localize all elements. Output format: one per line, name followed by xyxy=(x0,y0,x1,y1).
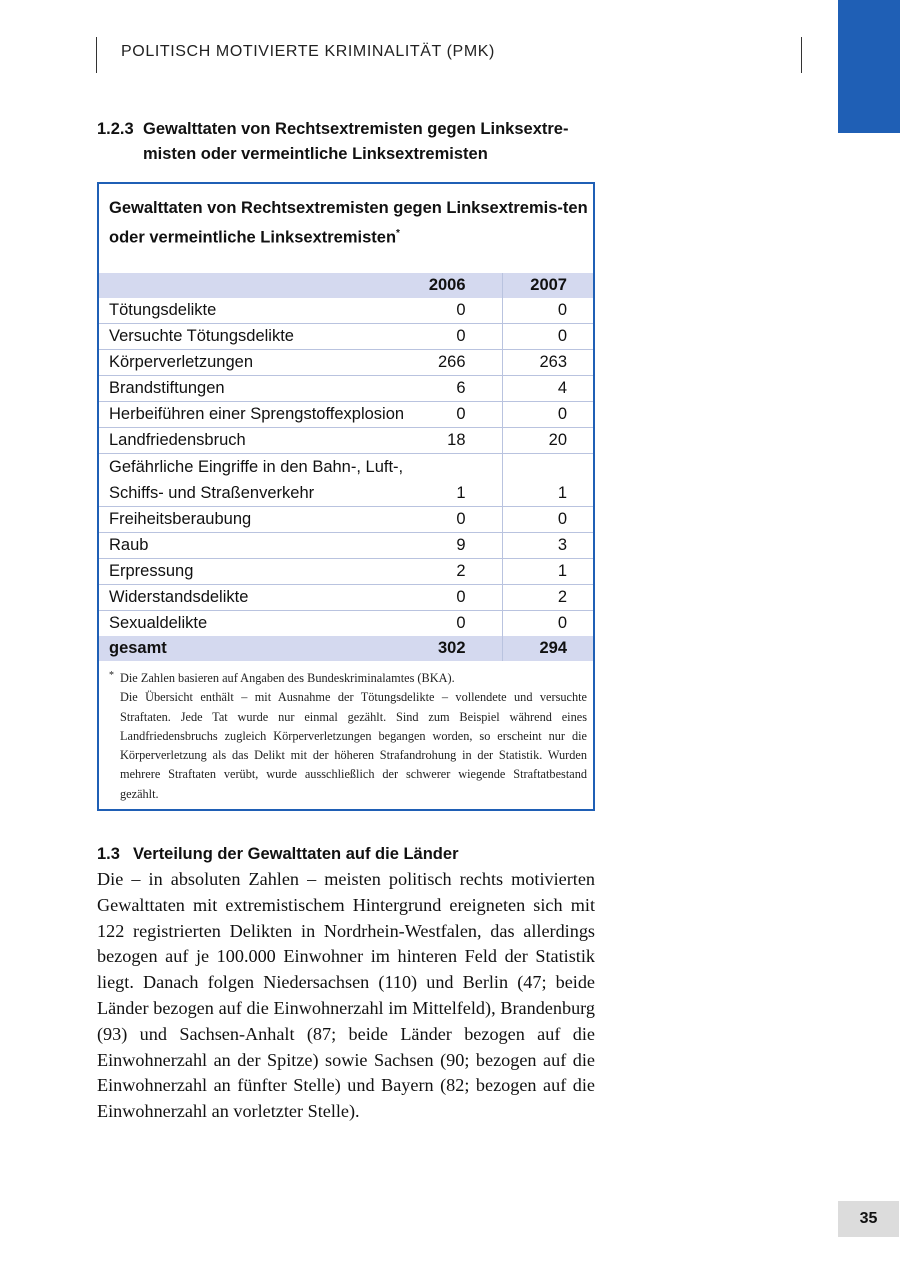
footnote-source-line: Die Zahlen basieren auf Angaben des Bundeskriminalamtes (BKA). xyxy=(120,671,455,685)
table-row xyxy=(99,454,593,507)
value-2006: 0 xyxy=(429,298,502,324)
value-2007: 263 xyxy=(502,350,593,376)
table-row xyxy=(99,585,593,611)
table-row xyxy=(99,376,593,402)
table-total-row xyxy=(99,636,593,661)
value-2006: 9 xyxy=(429,533,502,559)
table-footnote xyxy=(109,669,587,804)
value-2007: 2 xyxy=(502,585,593,611)
row-label xyxy=(99,454,429,507)
row-label: Freiheitsberaubung xyxy=(99,507,429,533)
value-2007: 0 xyxy=(502,507,593,533)
footnote-marker: * xyxy=(109,670,114,681)
body-paragraph: Die – in absoluten Zahlen – meisten politisch rechts motivierten Gewalttaten mit extremistischem Hintergrund ereigneten sich mit 122 registrierten Delikten in Nordrhein-Westfalen, das allerdings bezogen auf je 100.000 Einwohner im hinteren Feld der Statistik liegt. Danach folgen Niedersachsen (110) und Berlin (47; beide Länder bezogen auf die Einwohnerzahl im Mittelfeld), Brandenburg (93) und Sachsen-Anhalt (87; beide Länder bezogen auf die Einwohnerzahl an der Spitze) sowie Sachsen (90; bezogen auf die Einwohnerzahl an fünfter Stelle) und Bayern (82; bezogen auf die Einwohnerzahl an vorletzter Stelle). xyxy=(97,869,595,1122)
value-2006: 1 xyxy=(429,454,502,507)
crime-statistics-table xyxy=(99,273,593,661)
value-2006: 6 xyxy=(429,376,502,402)
value-2007: 0 xyxy=(557,301,567,319)
row-label: Herbeiführen einer Sprengstoffexplosion xyxy=(99,402,429,428)
row-label: Tötungsdelikte xyxy=(109,301,217,319)
header-rule-left xyxy=(96,37,97,73)
section-heading-1-2-3 xyxy=(97,117,607,167)
value-2006: 0 xyxy=(429,324,502,350)
table-row xyxy=(99,298,593,324)
value-2006: 0 xyxy=(429,585,502,611)
header-rule-right xyxy=(801,37,802,73)
table-row xyxy=(99,324,593,350)
value-2006: 0 xyxy=(429,402,502,428)
value-2007: 1 xyxy=(502,559,593,585)
table-header-row xyxy=(99,273,593,298)
chapter-color-tab xyxy=(838,0,900,133)
value-2007: 1 xyxy=(502,454,593,507)
section-heading-1-3 xyxy=(97,842,607,867)
footnote-reference: * xyxy=(396,228,400,239)
table-row xyxy=(99,350,593,376)
section-title: Gewalttaten von Rechtsextremisten gegen Linksextre-misten oder vermeintliche Linksextremisten xyxy=(143,120,569,163)
table-title xyxy=(109,195,589,251)
value-2006: 0 xyxy=(429,611,502,637)
value-2007: 0 xyxy=(502,324,593,350)
header-empty-cell xyxy=(99,273,429,298)
row-label: Landfriedensbruch xyxy=(99,428,429,454)
total-2007: 294 xyxy=(502,636,593,661)
row-label: Raub xyxy=(99,533,429,559)
row-label: Versuchte Tötungsdelikte xyxy=(99,324,429,350)
value-2006: 0 xyxy=(429,507,502,533)
statistics-table-box xyxy=(97,182,595,811)
value-2007: 4 xyxy=(502,376,593,402)
running-header-title: POLITISCH MOTIVIERTE KRIMINALITÄT (PMK) xyxy=(121,43,495,60)
value-2007: 20 xyxy=(502,428,593,454)
section-title: Verteilung der Gewalttaten auf die Länder xyxy=(133,845,459,863)
footnote-explanation: Die Übersicht enthält – mit Ausnahme der Tötungsdelikte – vollendete und versuchte Straftaten. Jede Tat wurde nur einmal gezählt. Sind zum Beispiel während eines Landfriedensbruchs zugleich Körperverletzungen begangen worden, so erscheint nur die Körperverletzung als das Delikt mit der höheren Strafandrohung in der Statistik. Wurden mehrere Straftaten verübt, wurde ausschließlich der schwerer wiegende Straftatbestand gezählt. xyxy=(120,690,587,801)
row-label: Körperverletzungen xyxy=(99,350,429,376)
row-label: Erpressung xyxy=(99,559,429,585)
row-label: Brandstiftungen xyxy=(99,376,429,402)
section-number: 1.2.3 xyxy=(97,120,134,138)
value-2007: 3 xyxy=(502,533,593,559)
value-2006: 18 xyxy=(429,428,502,454)
row-label-line-2: Schiffs- und Straßenverkehr xyxy=(109,484,315,502)
table-row xyxy=(99,533,593,559)
value-2006: 266 xyxy=(429,350,502,376)
section-number: 1.3 xyxy=(97,845,120,863)
row-label: Sexualdelikte xyxy=(99,611,429,637)
column-header-2006: 2006 xyxy=(429,273,502,298)
column-header-2007: 2007 xyxy=(502,273,593,298)
table-row xyxy=(99,428,593,454)
total-label: gesamt xyxy=(99,636,429,661)
total-2006: 302 xyxy=(429,636,502,661)
table-title-text: Gewalttaten von Rechtsextremisten gegen Linksextremis-ten oder vermeintliche Linksextremisten xyxy=(109,199,588,247)
page-number: 35 xyxy=(838,1201,899,1237)
value-2007: 0 xyxy=(502,611,593,637)
row-label: Widerstandsdelikte xyxy=(99,585,429,611)
table-row xyxy=(99,402,593,428)
value-2007: 0 xyxy=(502,402,593,428)
table-row xyxy=(99,507,593,533)
table-row xyxy=(99,559,593,585)
row-label-line-1: Gefährliche Eingriffe in den Bahn-, Luft-, xyxy=(109,458,404,476)
value-2006: 2 xyxy=(429,559,502,585)
table-row xyxy=(99,611,593,637)
